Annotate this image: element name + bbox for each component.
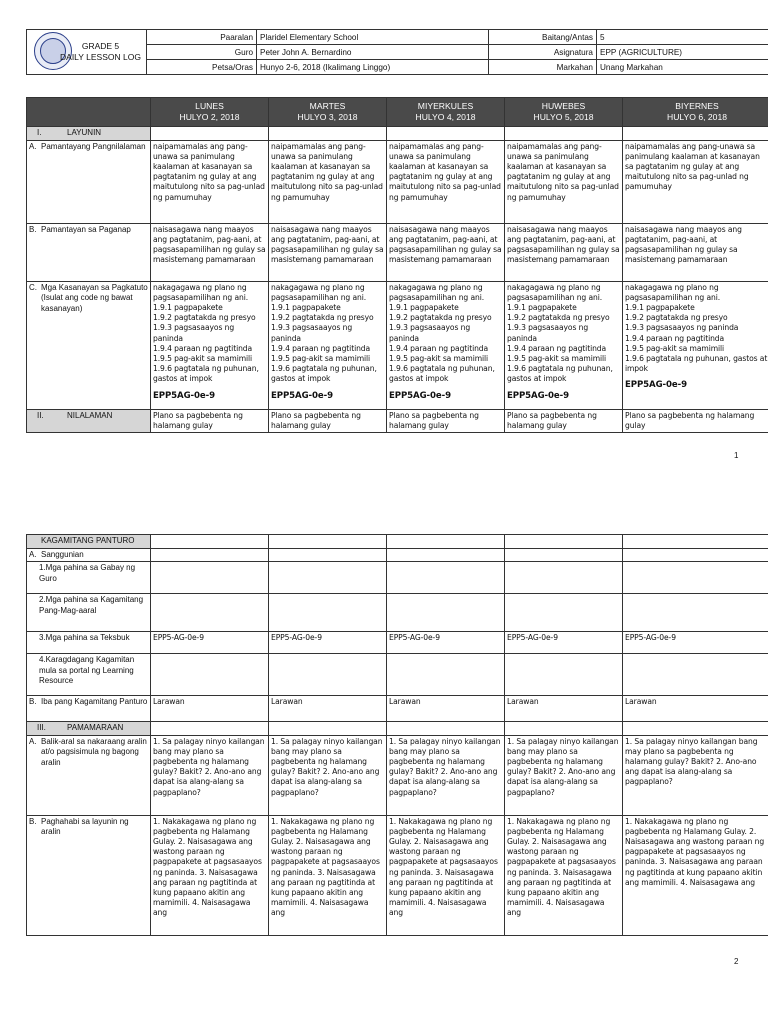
competency-code: EPP5AG-0e-9	[507, 390, 569, 401]
pamantayang-label: A. Pamantayang Pangnilalaman	[27, 140, 151, 223]
pamantayang-cell: naipamamalas ang pang-unawa sa panimulang kaalaman at kasanayan sa pagtatanim ng gulay at ang maitutulong nito sa pag-unlad ng pamumuhay	[623, 140, 768, 223]
header-table	[26, 29, 768, 75]
teacher-value: Peter John A. Bernardino	[257, 45, 489, 60]
balik-aral-cell: 1. Sa palagay ninyo kailangan bang may plano sa pagbebenta ng halamang gulay? Bakit? 2. Ano-ano ang dapat isa alang-alang sa pagpaplano?	[623, 735, 768, 815]
quarter-label: Markahan	[489, 60, 597, 75]
day-header-row	[27, 98, 768, 127]
grade-level-label: Baitang/Antas	[489, 30, 597, 45]
iba-pang-cell: Larawan	[505, 696, 623, 722]
day-header: HUWEBES HULYO 5, 2018	[505, 98, 623, 127]
kagamitan-heading: KAGAMITANG PANTURO	[27, 535, 151, 549]
paganap-cell: naisasagawa nang maayos ang pagtatanim, pag-aani, at pagsasapamilihan ng gulay sa masistemang pamamaraan	[623, 223, 768, 281]
layunin-heading: I. LAYUNIN	[27, 127, 151, 141]
paganap-row	[27, 223, 768, 281]
paganap-cell: naisasagawa nang maayos ang pagtatanim, pag-aani, at pagsasapamilihan ng gulay sa masistemang pamamaraan	[151, 223, 269, 281]
teksbuk-cell: EPP5-AG-0e-9	[387, 632, 505, 654]
lesson-table-page1	[26, 97, 768, 433]
nilalaman-cell: Plano sa pagbebenta ng halamang gulay	[505, 409, 623, 432]
day-header-blank	[27, 98, 151, 127]
day-header: MARTES HULYO 3, 2018	[269, 98, 387, 127]
page-number: 2	[734, 957, 739, 966]
competency-code: EPP5AG-0e-9	[271, 390, 333, 401]
paghahabi-cell: 1. Nakakagawa ng plano ng pagbebenta ng Halamang Gulay. 2. Naisasagawa ang wastong paraan ng pagpapakete at pagsasaayos ng paninda. 3. Naisasagawa ang paraan ng pagtitinda at kung papaano akitin ang mamimili. 4. Naisasagawa ang	[505, 815, 623, 935]
subject-value: EPP (AGRICULTURE)	[597, 45, 768, 60]
karagdagang-row	[27, 654, 768, 696]
balik-aral-row	[27, 735, 768, 815]
kasanayan-cell: nakagagawa ng plano ng pagsasapamilihan ng ani. 1.9.1 pagpapakete 1.9.2 pagtatakda ng presyo 1.9.3 pagsasaayos ng paninda 1.9.4 paraan ng pagtitinda 1.9.5 pag-akit sa mamimili 1.9.6 pagtatala ng puhunan, gastos at impok EPP5AG-0e-9	[151, 281, 269, 409]
paganap-cell: naisasagawa nang maayos ang pagtatanim, pag-aani, at pagsasapamilihan ng gulay sa masistemang pamamaraan	[387, 223, 505, 281]
day-header: BIYERNES HULYO 6, 2018	[623, 98, 768, 127]
grade-level-value: 5	[597, 30, 768, 45]
pamantayang-cell: naipamamalas ang pang-unawa sa panimulang kaalaman at kasanayan sa pagtatanim ng gulay at ang maitutulong nito sa pag-unlad ng pamumuhay	[505, 140, 623, 223]
pamantayang-cell: naipamamalas ang pang-unawa sa panimulang kaalaman at kasanayan sa pagtatanim ng gulay at ang maitutulong nito sa pag-unlad ng pamumuhay	[151, 140, 269, 223]
pamantayang-cell: naipamamalas ang pang-unawa sa panimulang kaalaman at kasanayan sa pagtatanim ng gulay at ang maitutulong nito sa pag-unlad ng pamumuhay	[269, 140, 387, 223]
kasanayan-cell: nakagagawa ng plano ng pagsasapamilihan ng ani. 1.9.1 pagpapakete 1.9.2 pagtatakda ng presyo 1.9.3 pagsasaayos ng paninda 1.9.4 paraan ng pagtitinda 1.9.5 pag-akit sa mamimili 1.9.6 pagtatala ng puhunan, gastos at impok EPP5AG-0e-9	[623, 281, 768, 409]
paghahabi-cell: 1. Nakakagawa ng plano ng pagbebenta ng Halamang Gulay. 2. Naisasagawa ang wastong paraan ng pagpapakete at pagsasaayos ng paninda. 3. Naisasagawa ang paraan ng pagtitinda at kung papaano akitin ang mamimili. 4. Naisasagawa ang	[269, 815, 387, 935]
iba-pang-label: B. Iba pang Kagamitang Panturo	[27, 696, 151, 722]
gabay-label: 1.Mga pahina sa Gabay ng Guro	[27, 562, 151, 594]
nilalaman-cell: Plano sa pagbebenta ng halamang gulay	[151, 409, 269, 432]
paganap-label: B. Pamantayan sa Paganap	[27, 223, 151, 281]
nilalaman-heading: II. NILALAMAN	[27, 409, 151, 432]
layunin-row	[27, 127, 768, 141]
grade-label: GRADE 5	[81, 41, 120, 51]
paghahabi-cell: 1. Nakakagawa ng plano ng pagbebenta ng Halamang Gulay. 2. Naisasagawa ang wastong paraan ng pagpapakete at pagsasaayos ng paninda. 3. Naisasagawa ang paraan ng pagtitinda at kung papaano akitin ang mamimili. 4. Naisasagawa ang	[151, 815, 269, 935]
date-label: Petsa/Oras	[147, 60, 257, 75]
paghahabi-cell: 1. Nakakagawa ng plano ng pagbebenta ng Halamang Gulay. 2. Naisasagawa ang wastong paraan ng pagpapakete at pagsasaayos ng paninda. 3. Naisasagawa ang paraan ng pagtitinda at kung papaano akitin ang mamimili. 4. Naisasagawa ang	[623, 815, 768, 935]
sanggunian-label: A. Sanggunian	[27, 548, 151, 562]
balik-aral-cell: 1. Sa palagay ninyo kailangan bang may plano sa pagbebenta ng halamang gulay? Bakit? 2. Ano-ano ang dapat isa alang-alang sa pagpaplano?	[387, 735, 505, 815]
iba-pang-cell: Larawan	[269, 696, 387, 722]
kagamitang-mag-row	[27, 594, 768, 632]
competency-code: EPP5AG-0e-9	[625, 380, 687, 391]
karagdagang-label: 4.Karagdagang Kagamitan mula sa portal ng Learning Resource	[27, 654, 151, 696]
paghahabi-label: B. Paghahabi sa layunin ng aralin	[27, 815, 151, 935]
teksbuk-label: 3.Mga pahina sa Teksbuk	[27, 632, 151, 654]
teksbuk-cell: EPP5-AG-0e-9	[269, 632, 387, 654]
balik-aral-cell: 1. Sa palagay ninyo kailangan bang may plano sa pagbebenta ng halamang gulay? Bakit? 2. Ano-ano ang dapat isa alang-alang sa pagpaplano?	[151, 735, 269, 815]
kasanayan-cell: nakagagawa ng plano ng pagsasapamilihan ng ani. 1.9.1 pagpapakete 1.9.2 pagtatakda ng presyo 1.9.3 pagsasaayos ng paninda 1.9.4 paraan ng pagtitinda 1.9.5 pag-akit sa mamimili 1.9.6 pagtatala ng puhunan, gastos at impok EPP5AG-0e-9	[505, 281, 623, 409]
quarter-value: Unang Markahan	[597, 60, 768, 75]
school-label: Paaralan	[147, 30, 257, 45]
pamamaraan-row	[27, 722, 768, 736]
paghahabi-row	[27, 815, 768, 935]
nilalaman-cell: Plano sa pagbebenta ng halamang gulay	[387, 409, 505, 432]
kagamitan-row	[27, 535, 768, 549]
teksbuk-cell: EPP5-AG-0e-9	[505, 632, 623, 654]
school-value: Plaridel Elementary School	[257, 30, 489, 45]
iba-pang-row	[27, 696, 768, 722]
nilalaman-cell: Plano sa pagbebenta ng halamang gulay	[623, 409, 768, 432]
subject-label: Asignatura	[489, 45, 597, 60]
gabay-row	[27, 562, 768, 594]
competency-code: EPP5AG-0e-9	[389, 390, 451, 401]
paghahabi-cell: 1. Nakakagawa ng plano ng pagbebenta ng Halamang Gulay. 2. Naisasagawa ang wastong paraan ng pagpapakete at pagsasaayos ng paninda. 3. Naisasagawa ang paraan ng pagtitinda at kung papaano akitin ang mamimili. 4. Naisasagawa ang	[387, 815, 505, 935]
balik-aral-cell: 1. Sa palagay ninyo kailangan bang may plano sa pagbebenta ng halamang gulay? Bakit? 2. Ano-ano ang dapat isa alang-alang sa pagpaplano?	[505, 735, 623, 815]
dll-label: DAILY LESSON LOG	[60, 52, 141, 62]
teksbuk-cell: EPP5-AG-0e-9	[151, 632, 269, 654]
nilalaman-row	[27, 409, 768, 432]
pamantayang-row	[27, 140, 768, 223]
paganap-cell: naisasagawa nang maayos ang pagtatanim, pag-aani, at pagsasapamilihan ng gulay sa masistemang pamamaraan	[505, 223, 623, 281]
pamantayang-cell: naipamamalas ang pang-unawa sa panimulang kaalaman at kasanayan sa pagtatanim ng gulay at ang maitutulong nito sa pag-unlad ng pamumuhay	[387, 140, 505, 223]
teacher-label: Guro	[147, 45, 257, 60]
lesson-table-page2	[26, 534, 768, 936]
page-number: 1	[734, 451, 739, 460]
day-header: MIYERKULES HULYO 4, 2018	[387, 98, 505, 127]
kasanayan-row	[27, 281, 768, 409]
kasanayan-cell: nakagagawa ng plano ng pagsasapamilihan ng ani. 1.9.1 pagpapakete 1.9.2 pagtatakda ng presyo 1.9.3 pagsasaayos ng paninda 1.9.4 paraan ng pagtitinda 1.9.5 pag-akit sa mamimili 1.9.6 pagtatala ng puhunan, gastos at impok EPP5AG-0e-9	[269, 281, 387, 409]
iba-pang-cell: Larawan	[151, 696, 269, 722]
pamamaraan-heading: III. PAMAMARAAN	[27, 722, 151, 736]
kasanayan-cell: nakagagawa ng plano ng pagsasapamilihan ng ani. 1.9.1 pagpapakete 1.9.2 pagtatakda ng presyo 1.9.3 pagsasaayos ng paninda 1.9.4 paraan ng pagtitinda 1.9.5 pag-akit sa mamimili 1.9.6 pagtatala ng puhunan, gastos at impok EPP5AG-0e-9	[387, 281, 505, 409]
kagamitang-mag-label: 2.Mga pahina sa Kagamitang Pang-Mag-aaral	[27, 594, 151, 632]
competency-code: EPP5AG-0e-9	[153, 390, 215, 401]
paganap-cell: naisasagawa nang maayos ang pagtatanim, pag-aani, at pagsasapamilihan ng gulay sa masistemang pamamaraan	[269, 223, 387, 281]
kasanayan-label: C. Mga Kasanayan sa Pagkatuto (Isulat ang code ng bawat kasanayan)	[27, 281, 151, 409]
teksbuk-cell: EPP5-AG-0e-9	[623, 632, 768, 654]
teksbuk-row	[27, 632, 768, 654]
balik-aral-label: A. Balik-aral sa nakaraang aralin at/o pagsisimula ng bagong aralin	[27, 735, 151, 815]
iba-pang-cell: Larawan	[387, 696, 505, 722]
day-header: LUNES HULYO 2, 2018	[151, 98, 269, 127]
date-value: Hunyo 2-6, 2018 (Ikalimang Linggo)	[257, 60, 489, 75]
grade-title	[27, 30, 147, 75]
sanggunian-row	[27, 548, 768, 562]
iba-pang-cell: Larawan	[623, 696, 768, 722]
balik-aral-cell: 1. Sa palagay ninyo kailangan bang may plano sa pagbebenta ng halamang gulay? Bakit? 2. Ano-ano ang dapat isa alang-alang sa pagpaplano?	[269, 735, 387, 815]
nilalaman-cell: Plano sa pagbebenta ng halamang gulay	[269, 409, 387, 432]
